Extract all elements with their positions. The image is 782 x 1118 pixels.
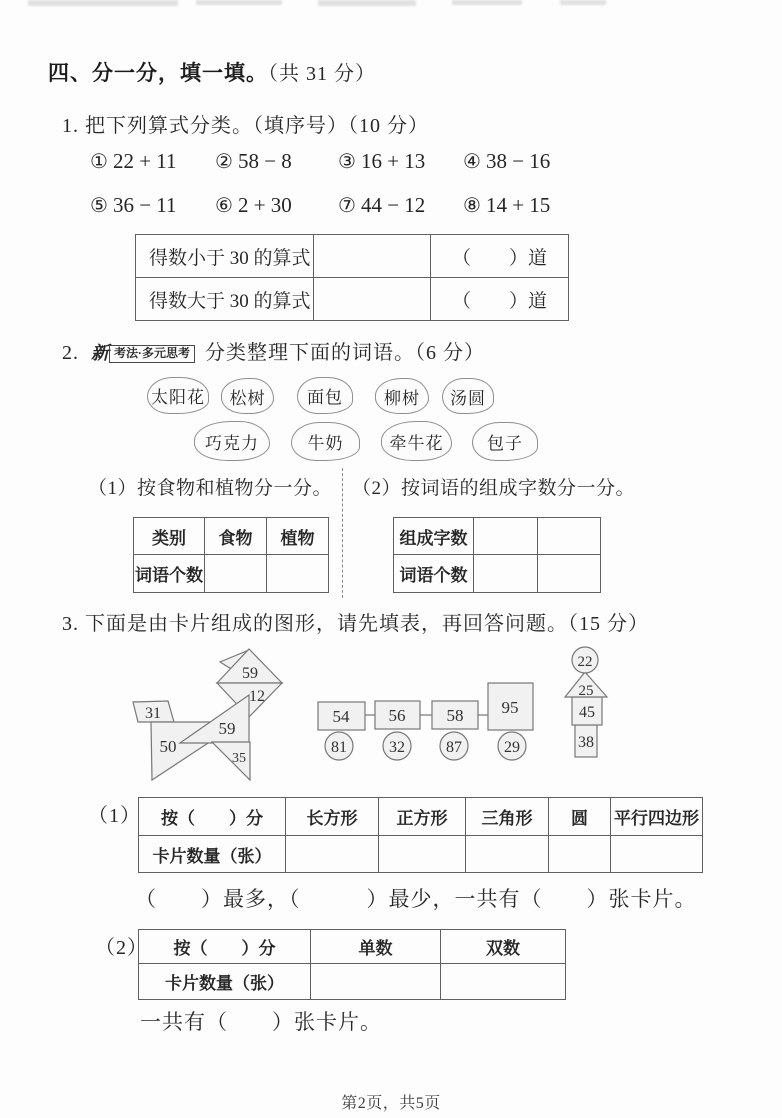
answer-blank-cell bbox=[379, 836, 466, 873]
expression-item bbox=[90, 193, 177, 218]
card-number: 87 bbox=[446, 739, 462, 756]
new-badge-prefix: 新 bbox=[91, 343, 109, 363]
answer-blank-cell bbox=[611, 836, 703, 873]
exam-method-badge: 考法·多元思考 bbox=[109, 345, 195, 363]
expression-item bbox=[90, 149, 177, 174]
card-number: 32 bbox=[389, 739, 405, 756]
section-heading bbox=[48, 57, 376, 87]
answer-blank-cell bbox=[314, 235, 431, 278]
q3-sub1-label: （1） bbox=[88, 805, 141, 827]
answer-blank-cell bbox=[466, 836, 549, 873]
card-number: 35 bbox=[232, 751, 246, 766]
expression-item bbox=[338, 149, 425, 174]
tangram-dog-figure bbox=[100, 640, 320, 790]
card-number: 59 bbox=[218, 719, 236, 738]
expression-item bbox=[463, 193, 550, 218]
expression-text: 44 − 12 bbox=[360, 193, 426, 217]
q2-sub1-label: （1）按食物和植物分一分。 bbox=[88, 478, 333, 499]
word-cloud: 松树 bbox=[221, 378, 274, 414]
expression-text: 36 − 11 bbox=[112, 193, 177, 217]
card-number: 38 bbox=[578, 734, 594, 751]
q3-prompt: 3. 下面是由卡片组成的图形，请先填表，再回答问题。（15 分） bbox=[62, 613, 649, 635]
answer-blank-cell bbox=[314, 278, 431, 321]
card-number: 31 bbox=[145, 705, 161, 722]
header-cell: 单数 bbox=[311, 930, 441, 964]
word-cloud: 柳树 bbox=[375, 378, 429, 414]
row-label-cell: 得数大于 30 的算式 bbox=[136, 278, 314, 321]
word-cloud: 巧克力 bbox=[194, 421, 270, 461]
answer-blank-cell bbox=[549, 836, 611, 873]
header-cell: 按（ ）分 bbox=[139, 798, 286, 836]
dashed-divider bbox=[342, 468, 343, 598]
answer-blank-cell bbox=[441, 964, 566, 1000]
card-number: 25 bbox=[578, 683, 594, 699]
word-cloud: 汤圆 bbox=[442, 378, 494, 414]
word-cloud: 牛奶 bbox=[291, 422, 360, 461]
q1-prompt: 1. 把下列算式分类。（填序号）（10 分） bbox=[62, 115, 429, 137]
answer-blank-cell bbox=[474, 518, 538, 555]
answer-blank-cell bbox=[538, 555, 601, 593]
expression-text: 58 − 8 bbox=[237, 149, 292, 173]
count-blank-cell: （ ）道 bbox=[431, 278, 569, 321]
header-cell: 平行四边形 bbox=[611, 798, 703, 836]
header-cell: 食物 bbox=[205, 518, 267, 555]
q3-shape-count-table bbox=[138, 797, 703, 873]
q3-sub2-fill-line: 一共有（ ）张卡片。 bbox=[140, 1010, 382, 1034]
expression-text: 38 − 16 bbox=[485, 149, 551, 173]
page-number: 第2页，共5页 bbox=[341, 1095, 441, 1112]
row-label-cell: 卡片数量（张） bbox=[139, 964, 311, 1000]
answer-blank-cell bbox=[267, 555, 329, 593]
expression-text: 14 + 15 bbox=[485, 193, 551, 217]
header-cell: 圆 bbox=[549, 798, 611, 836]
word-cloud: 牵牛花 bbox=[381, 421, 452, 461]
circled-number: ⑥ bbox=[215, 193, 233, 217]
header-cell: 长方形 bbox=[286, 798, 379, 836]
answer-blank-cell bbox=[205, 555, 267, 593]
card-number: 45 bbox=[579, 704, 595, 721]
header-cell: 按（ ）分 bbox=[139, 930, 311, 964]
q1-classification-table bbox=[135, 234, 569, 321]
row-label-cell: 卡片数量（张） bbox=[139, 836, 286, 873]
circled-number: ③ bbox=[338, 149, 356, 173]
q3-sub2-label: （2） bbox=[95, 937, 148, 959]
circled-number: ⑤ bbox=[90, 193, 108, 217]
header-cell: 类别 bbox=[134, 518, 205, 555]
row-label-cell: 得数小于 30 的算式 bbox=[136, 235, 314, 278]
card-number: 22 bbox=[577, 654, 593, 670]
word-cloud: 面包 bbox=[297, 377, 353, 414]
card-number: 58 bbox=[446, 706, 464, 725]
q2-prompt-line bbox=[62, 336, 485, 365]
row-label-cell: 词语个数 bbox=[134, 555, 205, 593]
card-tower-figure bbox=[540, 642, 670, 762]
answer-blank-cell bbox=[474, 555, 538, 593]
card-number: 54 bbox=[332, 707, 350, 726]
circled-number: ④ bbox=[463, 149, 481, 173]
header-cell: 植物 bbox=[267, 518, 329, 555]
answer-blank-cell bbox=[286, 836, 379, 873]
expression-item bbox=[463, 149, 550, 174]
header-cell: 三角形 bbox=[466, 798, 549, 836]
card-number: 81 bbox=[331, 739, 347, 756]
circled-number: ⑧ bbox=[463, 193, 481, 217]
count-blank-cell: （ ）道 bbox=[431, 235, 569, 278]
expression-text: 16 + 13 bbox=[360, 149, 426, 173]
expression-text: 2 + 30 bbox=[237, 193, 292, 217]
answer-blank-cell bbox=[311, 964, 441, 1000]
card-number: 56 bbox=[388, 706, 406, 725]
card-number: 29 bbox=[504, 739, 520, 756]
card-number: 50 bbox=[159, 737, 177, 756]
header-cell: 双数 bbox=[441, 930, 566, 964]
header-cell: 组成字数 bbox=[394, 518, 474, 555]
section-title: 四、分一分，填一填。 bbox=[48, 62, 268, 85]
card-train-figure bbox=[300, 650, 540, 770]
card-number: 12 bbox=[249, 688, 265, 705]
dog-back-triangle bbox=[180, 695, 249, 743]
card-number: 95 bbox=[501, 698, 519, 717]
card-number: 59 bbox=[242, 665, 258, 682]
scan-artifact bbox=[452, 0, 522, 5]
q2-food-plant-table bbox=[133, 517, 329, 593]
row-label-cell: 词语个数 bbox=[394, 555, 474, 593]
scan-artifact bbox=[28, 0, 178, 6]
scan-artifact bbox=[560, 0, 606, 5]
circled-number: ② bbox=[215, 149, 233, 173]
word-cloud: 包子 bbox=[472, 422, 538, 461]
q2-number: 2. bbox=[62, 342, 79, 364]
expression-item bbox=[215, 149, 292, 174]
circled-number: ⑦ bbox=[338, 193, 356, 217]
circled-number: ① bbox=[90, 149, 108, 173]
expression-item bbox=[215, 193, 292, 218]
expression-text: 22 + 11 bbox=[112, 149, 177, 173]
word-cloud: 太阳花 bbox=[147, 377, 209, 414]
expression-item bbox=[338, 193, 425, 218]
scan-artifact bbox=[318, 0, 416, 6]
scan-artifact bbox=[196, 0, 282, 5]
section-score: （共 31 分） bbox=[268, 63, 376, 85]
q2-prompt: 分类整理下面的词语。（6 分） bbox=[205, 342, 485, 364]
q3-odd-even-table bbox=[138, 929, 566, 1000]
q3-sub1-fill-line: （ ）最多，（ ）最少，一共有（ ）张卡片。 bbox=[135, 887, 697, 911]
answer-blank-cell bbox=[538, 518, 601, 555]
q2-sub2-label: （2）按词语的组成字数分一分。 bbox=[352, 478, 636, 499]
header-cell: 正方形 bbox=[379, 798, 466, 836]
q2-word-length-table bbox=[393, 517, 601, 593]
